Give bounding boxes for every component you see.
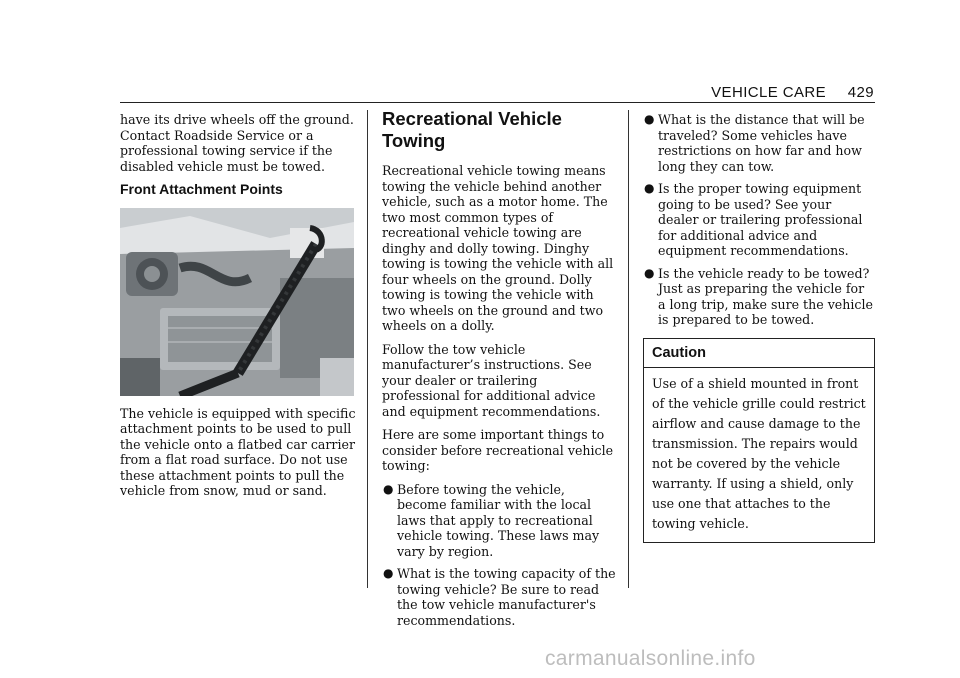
front-attachment-photo bbox=[120, 208, 354, 396]
column-2 bbox=[382, 108, 618, 635]
bullet-icon: ● bbox=[644, 265, 655, 280]
rv-towing-bullet-list-continued bbox=[643, 112, 875, 328]
list-item: ● What is the towing capacity of the towing vehicle? Be sure to read the tow vehicle manufacturer's recommendations. bbox=[383, 566, 616, 628]
rv-towing-paragraph-1: Recreational vehicle towing means towing the vehicle behind another vehicle, such as a motor home. The two most common types of recreational vehicle towing are dinghy and dolly towing. Dinghy towing is towing the vehicle with all four wheels on the ground. Dolly towing is towing the vehicle with two wheels on the ground and two wheels on a dolly. bbox=[382, 163, 614, 333]
column-divider-1 bbox=[367, 110, 368, 588]
section-title: VEHICLE CARE bbox=[711, 84, 826, 101]
attachment-points-paragraph: The vehicle is equipped with specific attachment points to be used to pull the vehicle onto a flatbed car carrier from a flat road surface. Do not use these attachment points to pull the vehicle from snow, mud or sand. bbox=[120, 405, 356, 498]
column-1 bbox=[120, 112, 356, 507]
header-rule bbox=[120, 102, 875, 103]
rv-towing-heading-line1: Recreational Vehicle bbox=[382, 108, 562, 129]
column-3 bbox=[643, 112, 875, 543]
list-item: ● What is the distance that will be traveled? Some vehicles have restrictions on how far and how long they can tow. bbox=[644, 112, 865, 174]
caution-text: Use of a shield mounted in front of the vehicle grille could restrict airflow and cause damage to the transmission. The repairs would not be covered by the vehicle warranty. If using a shield, only use one that attaches to the towing vehicle. bbox=[652, 375, 866, 531]
bullet-icon: ● bbox=[383, 566, 394, 580]
caution-box bbox=[643, 338, 875, 543]
bullet-icon: ● bbox=[644, 181, 655, 195]
page-header bbox=[120, 84, 874, 104]
intro-paragraph: have its drive wheels off the ground. Contact Roadside Service or a professional towing service if the disabled vehicle must be towed. bbox=[120, 112, 354, 174]
page-number: 429 bbox=[847, 84, 874, 101]
bullet-icon: ● bbox=[383, 481, 394, 496]
rv-towing-heading-line2: Towing bbox=[382, 130, 446, 151]
front-attachment-heading: Front Attachment Points bbox=[120, 181, 283, 197]
rv-towing-heading bbox=[382, 108, 618, 152]
list-item: ● Is the vehicle ready to be towed? Just as preparing the vehicle for a long trip, make sure the vehicle is prepared to be towed. bbox=[644, 265, 873, 327]
caution-title: Caution bbox=[644, 343, 874, 368]
list-item: ● Is the proper towing equipment going to be used? See your dealer or trailering professional for additional advice and equipment recommendations. bbox=[644, 181, 863, 258]
watermark-text: carmanualsonline.info bbox=[545, 647, 756, 670]
bullet-icon: ● bbox=[644, 112, 655, 126]
rv-towing-bullet-list bbox=[382, 482, 618, 629]
rv-towing-paragraph-3: Here are some important things to consider before recreational vehicle towing: bbox=[382, 427, 614, 473]
rv-towing-paragraph-2: Follow the tow vehicle manufacturer’s instructions. See your dealer or trailering professional for additional advice and equipment recommendations. bbox=[382, 341, 601, 419]
list-item: ● Before towing the vehicle, become familiar with the local laws that apply to recreational vehicle towing. These laws may vary by region. bbox=[383, 481, 600, 559]
column-divider-2 bbox=[628, 110, 629, 588]
